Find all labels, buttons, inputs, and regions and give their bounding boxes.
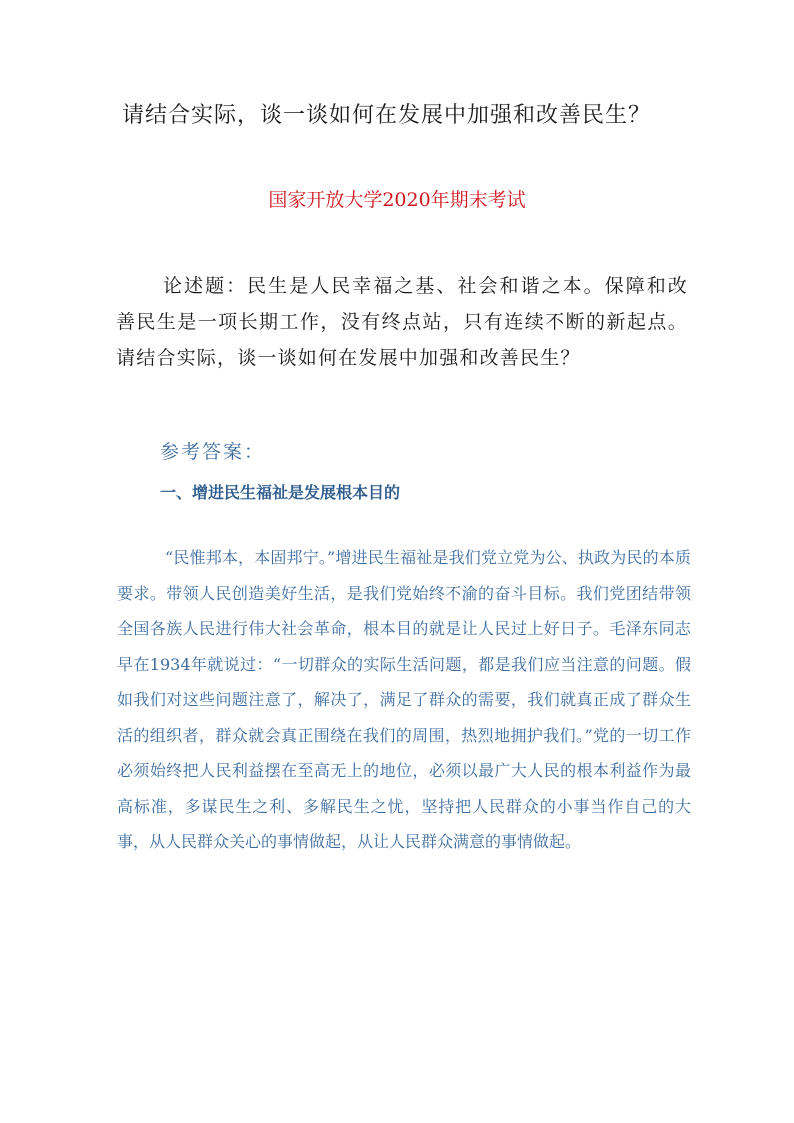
answer-label: 参考答案： <box>160 441 266 463</box>
exam-subtitle: 国家开放大学2020年期末考试 <box>268 189 526 211</box>
body-paragraph: “民惟邦本，本固邦宁。”增进民生福祉是我们党立党为公、执政为民的本质要求。带领人民创造美好生活，是我们党始终不渝的奋斗目标。我们党团结带领全国各族人民进行伟大社会革命，根本目的就是让人民过上好日子。毛泽东同志早在1934年就说过：“一切群众的实际生活问题，都是我们应当注意的问题。假如我们对这些问题注意了，解决了，满足了群众的需要，我们就真正成了群众生活的组织者，群众就会真正围绕在我们的周围，热烈地拥护我们。”党的一切工作必须始终把人民利益摆在至高无上的地位，必须以最广大人民的根本利益作为最高标准，多谋民生之利、多解民生之忧，坚持把人民群众的小事当作自己的大事，从人民群众关心的事情做起，从让人民群众满意的事情做起。 <box>117 548 691 851</box>
page-title: 请结合实际，谈一谈如何在发展中加强和改善民生？ <box>122 103 652 128</box>
section-heading: 一、增进民生福祉是发展根本目的 <box>160 483 401 502</box>
question-paragraph: 论述题：民生是人民幸福之基、社会和谐之本。保障和改善民生是一项长期工作，没有终点站，只有连续不断的新起点。请结合实际，谈一谈如何在发展中加强和改善民生？ <box>116 275 688 369</box>
